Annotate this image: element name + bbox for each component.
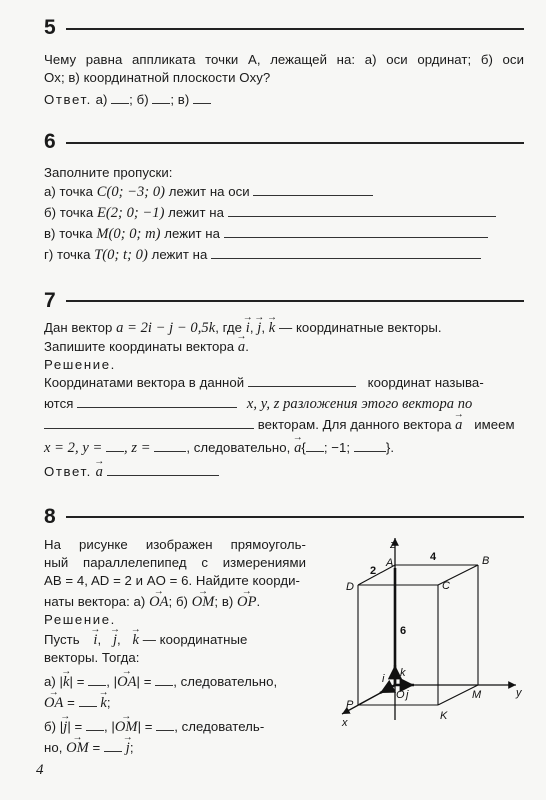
solution-line: но, → OM = → j;: [44, 740, 134, 756]
solution-line: б) |→ j| = , |→ OM| = , следователь-: [44, 719, 264, 735]
om-vector: → OM: [192, 594, 215, 610]
answer-label: Ответ.: [44, 92, 92, 107]
oa-vector: → OA: [149, 594, 168, 610]
section-number: 7: [44, 289, 56, 312]
label-j-vec: j: [406, 689, 409, 701]
section-divider: [66, 28, 524, 30]
page-number: 4: [36, 762, 44, 778]
blank-field[interactable]: [155, 674, 173, 686]
blank-field[interactable]: [104, 740, 122, 752]
question-line: Ox; в) координатной плоскости Oxy?: [44, 70, 271, 85]
parallelepiped-figure: [320, 530, 540, 730]
answer-part-b: ; б): [129, 92, 149, 107]
label-z: z: [390, 539, 396, 551]
blank-field[interactable]: [44, 417, 254, 429]
question-line: На рисунке изображен прямоуголь-: [44, 537, 306, 552]
blank-field[interactable]: [306, 440, 324, 452]
answer-part-c: ; в): [170, 92, 190, 107]
dim-2: 2: [370, 565, 377, 577]
blank-field[interactable]: [111, 92, 129, 104]
solution-label: Решение.: [44, 612, 116, 627]
question-line: ный параллелепипед с измерениями: [44, 555, 306, 570]
label-i-vec: i: [382, 673, 385, 685]
a-vector: → a: [455, 417, 462, 433]
blank-field[interactable]: [107, 464, 219, 476]
section-divider: [66, 516, 524, 518]
vector-formula: a = 2i − j − 0,5k: [116, 320, 216, 336]
label-a: A: [386, 557, 394, 569]
answer-line: Ответ. → a: [44, 464, 219, 480]
k-vector: → k: [132, 632, 139, 648]
a-vector: → a: [238, 339, 245, 355]
dim-4: 4: [430, 551, 437, 563]
section-number: 8: [44, 505, 56, 528]
fill-item: в) точка M(0; 0; m) лежит на: [44, 226, 488, 242]
label-k-vec: k: [400, 667, 406, 679]
a-vector: → a: [96, 464, 103, 480]
k-vector: → k: [269, 320, 276, 336]
blank-field[interactable]: [106, 440, 124, 452]
question-line: наты вектора: а) → OA; б) → OM; в) → OP.: [44, 594, 260, 610]
dim-6: 6: [400, 625, 407, 637]
solution-line: ются x, y, z разложения этого вектора по: [44, 396, 473, 412]
fill-item: г) точка T(0; t; 0) лежит на: [44, 247, 481, 263]
blank-field[interactable]: [86, 719, 104, 731]
label-m: M: [472, 689, 482, 701]
fill-item: б) точка E(2; 0; −1) лежит на: [44, 205, 496, 221]
question-line: AB = 4, AD = 2 и AO = 6. Найдите коорди-: [44, 573, 300, 588]
blank-field[interactable]: [211, 247, 481, 259]
solution-line: Координатами вектора в данной координат называ-: [44, 375, 484, 390]
blank-field[interactable]: [224, 226, 488, 238]
i-unit-vector: [380, 685, 395, 693]
section-number: 6: [44, 130, 56, 153]
blank-field[interactable]: [354, 440, 386, 452]
fill-item: а) точка C(0; −3; 0) лежит на оси: [44, 184, 373, 200]
label-d: D: [346, 581, 354, 593]
op-vector: → OP: [237, 594, 256, 610]
i-vector: → i: [246, 320, 250, 336]
blank-field[interactable]: [77, 396, 237, 408]
label-p: P: [346, 699, 354, 711]
intro-text: Заполните пропуски:: [44, 165, 173, 180]
label-b: B: [482, 555, 490, 567]
blank-field[interactable]: [154, 440, 186, 452]
section-divider: [66, 300, 524, 302]
solution-line: → OA = → k;: [44, 695, 111, 711]
blank-field[interactable]: [156, 719, 174, 731]
blank-field[interactable]: [193, 92, 211, 104]
label-y: y: [516, 687, 522, 699]
blank-field[interactable]: [79, 695, 97, 707]
label-c: C: [442, 580, 450, 592]
section-divider: [66, 142, 524, 144]
solution-line: x = 2, y = , z = , следовательно, → a{ ; −1; }.: [44, 440, 394, 456]
solution-line: векторам. Для данного вектора → a имеем: [44, 417, 515, 433]
j-vector: → j: [257, 320, 261, 336]
blank-field[interactable]: [152, 92, 170, 104]
j-vector: → j: [113, 632, 117, 648]
solution-line: векторы. Тогда:: [44, 650, 140, 665]
label-k: K: [440, 710, 448, 722]
solution-label: Решение.: [44, 357, 116, 372]
section-number: 5: [44, 16, 56, 39]
question-line: Чему равна аппликата точки A, лежащей на: а) оси ординат; б) оси: [44, 52, 524, 67]
question-line: Дан вектор a = 2i − j − 0,5k, где → i, → j, → k — координатные векторы.: [44, 320, 442, 336]
answer-part-a: а): [95, 92, 108, 107]
question-line: Запишите координаты вектора → a.: [44, 339, 249, 355]
a-vector: → a: [294, 440, 301, 456]
i-vector: → i: [93, 632, 97, 648]
blank-field[interactable]: [253, 184, 373, 196]
solution-line: Пусть → i, → j, → k — координатные: [44, 632, 247, 648]
blank-field[interactable]: [248, 375, 356, 387]
blank-field[interactable]: [228, 205, 496, 217]
label-x: x: [342, 717, 348, 729]
solution-line: а) |→ k| = , |→ OA| = , следовательно,: [44, 674, 277, 690]
label-o: O: [396, 689, 405, 701]
